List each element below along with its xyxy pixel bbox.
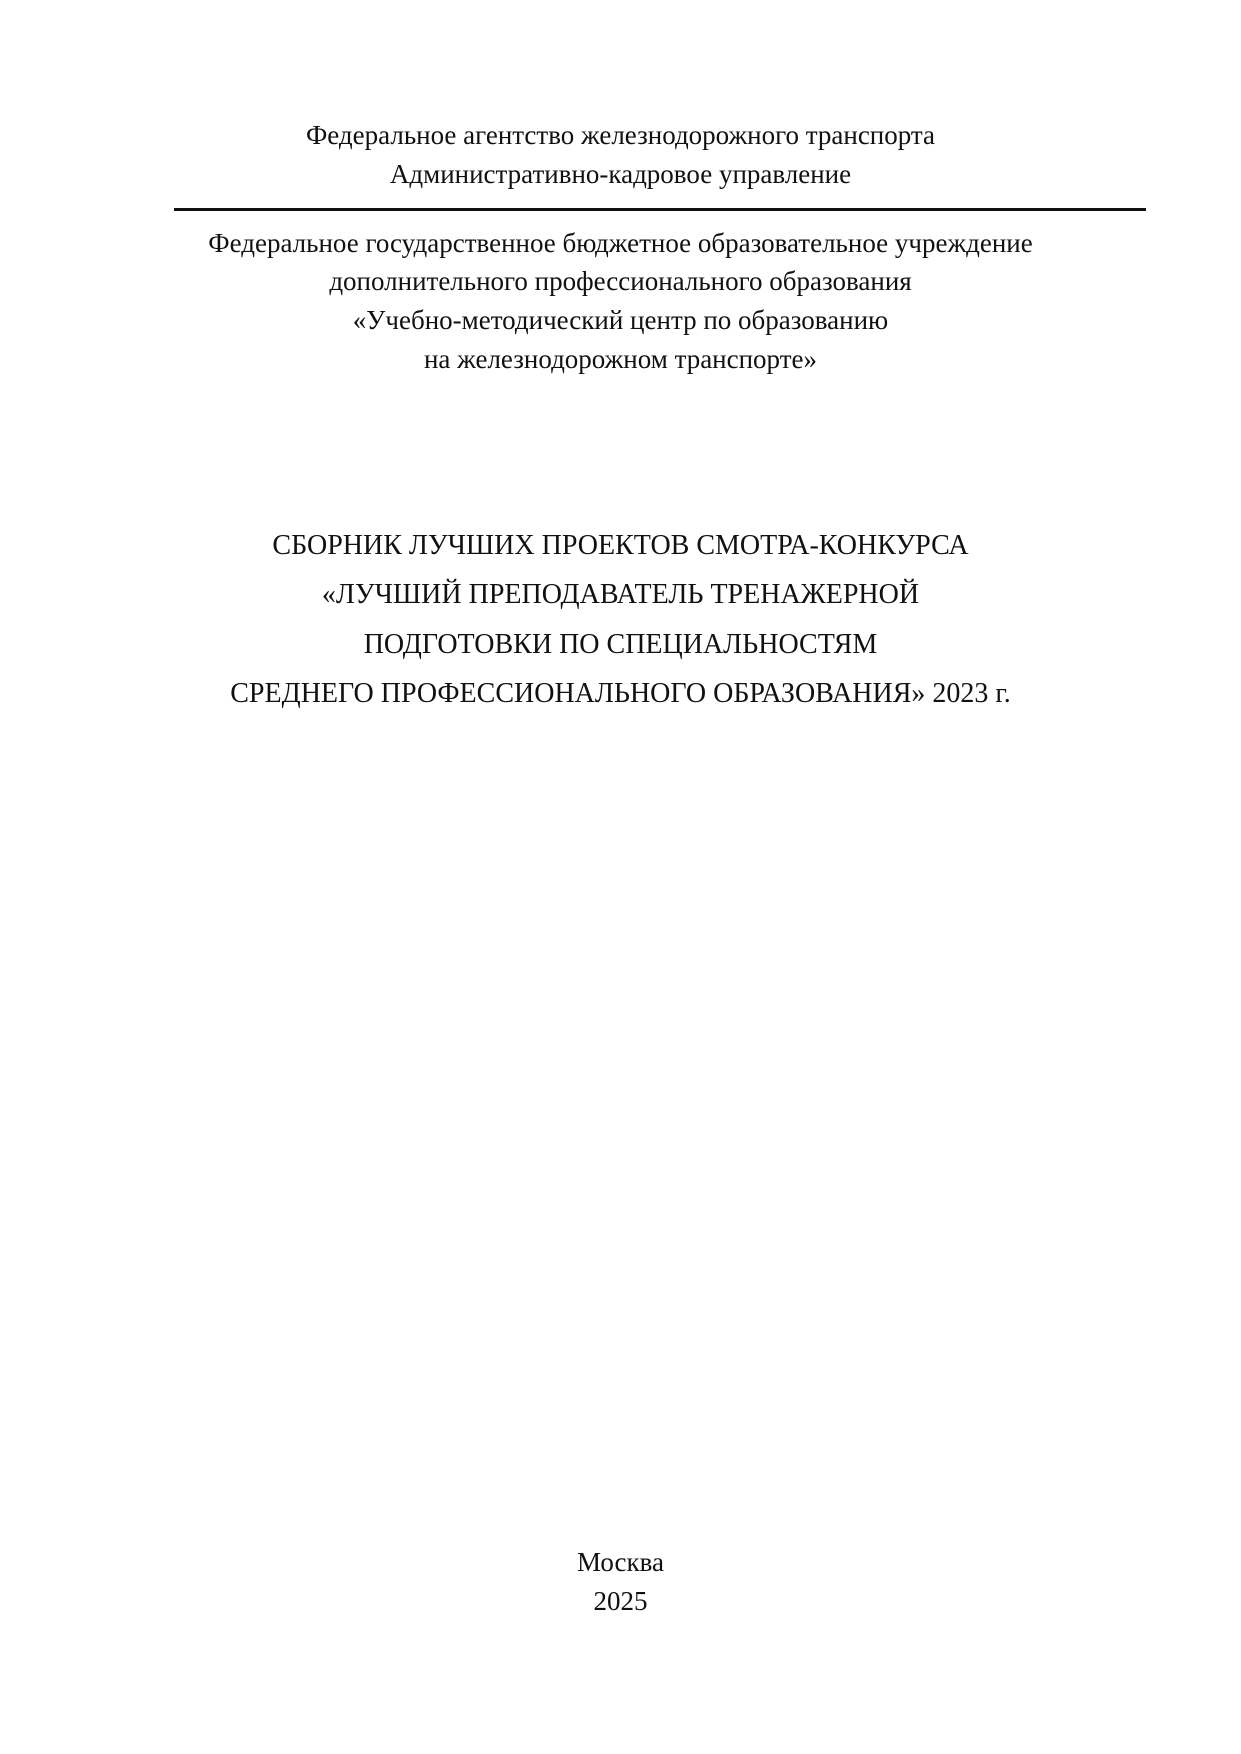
institution-line: дополнительного профессионального образования — [329, 266, 912, 296]
institution-line: «Учебно-методический центр по образованию — [352, 305, 889, 335]
title-line: «ЛУЧШИЙ ПРЕПОДАВАТЕЛЬ ТРЕНАЖЕРНОЙ — [321, 579, 920, 610]
header-divider — [174, 208, 1146, 211]
department-name: Административно-кадровое управление — [389, 159, 852, 189]
title-line: ПОДГОТОВКИ ПО СПЕЦИАЛЬНОСТЯМ — [363, 629, 878, 660]
imprint-year: 2025 — [593, 1586, 648, 1616]
institution-line: Федеральное государственное бюджетное образовательное учреждение — [208, 228, 1033, 258]
title-line: СБОРНИК ЛУЧШИХ ПРОЕКТОВ СМОТРА-КОНКУРСА — [272, 530, 969, 561]
title-line: СРЕДНЕГО ПРОФЕССИОНАЛЬНОГО ОБРАЗОВАНИЯ» 2023 г. — [230, 678, 1011, 709]
institution-line: на железнодорожном транспорте» — [423, 344, 817, 374]
agency-name: Федеральное агентство железнодорожного транспорта — [305, 120, 936, 150]
imprint-city: Москва — [577, 1547, 664, 1577]
